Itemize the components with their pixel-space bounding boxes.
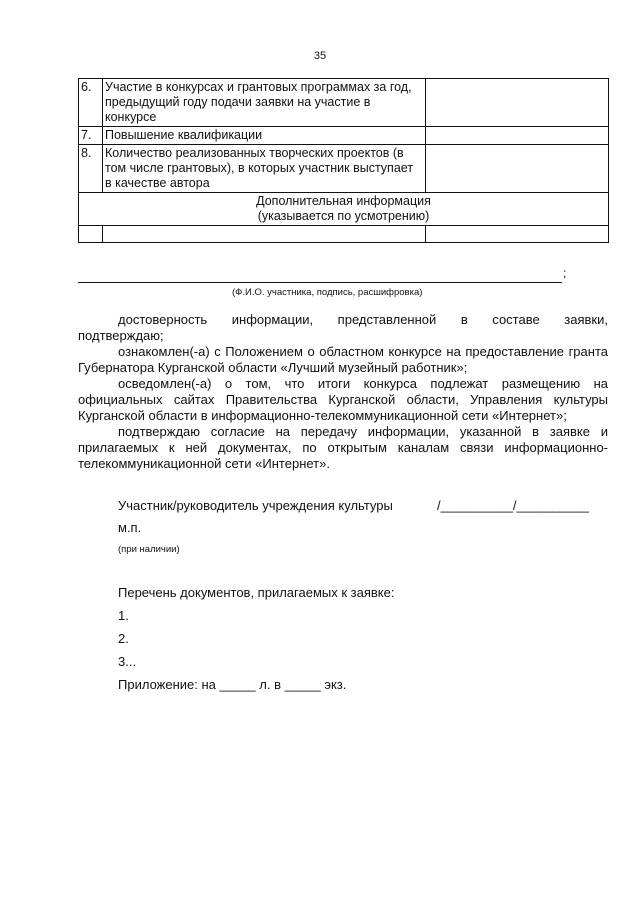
signature-caption: (Ф.И.О. участника, подпись, расшифровка) (232, 287, 423, 298)
additional-info-header-row (79, 193, 609, 226)
confirm-paragraph-consent: подтверждаю согласие на передачу информации, указанной в заявке и прилагаемых к ней документах, по открытым каналам связи информационно-телекоммуникационной сети «Интернет». (78, 424, 608, 471)
row-description-empty[interactable] (103, 226, 426, 243)
signature-line[interactable] (78, 282, 562, 283)
row-value-cell[interactable] (426, 79, 609, 127)
confirm-paragraph-informed: осведомлен(-а) о том, что итоги конкурса подлежат размещению на официальных сайтах Правительства Курганской области, Управления культуры Курганской области в информационно-телекоммуникационной сети «Интернет»; (78, 376, 608, 423)
table-row (79, 79, 609, 127)
list-item: 3... (118, 654, 137, 669)
appendix-line: Приложение: на _____ л. в _____ экз. (118, 677, 347, 692)
participant-signature-blanks[interactable]: /__________/__________ (437, 498, 589, 513)
row-number-empty[interactable] (79, 226, 103, 243)
signature-semicolon: ; (563, 266, 567, 280)
participant-label: Участник/руководитель учреждения культуры (118, 498, 393, 513)
row-value-empty[interactable] (426, 226, 609, 243)
confirm-line-cont: подтверждаю; (78, 328, 164, 343)
word: представленной (337, 312, 437, 327)
additional-info-header (79, 193, 609, 226)
table-row (79, 127, 609, 145)
page-number: 35 (313, 50, 327, 62)
row-description: Участие в конкурсах и грантовых программах за год, предыдущий году подачи заявки на участие в конкурсе (103, 79, 426, 127)
additional-info-subtitle: (указывается по усмотрению) (257, 209, 430, 223)
documents-list-title: Перечень документов, прилагаемых к заявке: (118, 585, 395, 600)
word: составе (492, 312, 540, 327)
row-description: Количество реализованных творческих проектов (в том числе грантовых), в которых участник выступает в качестве автора (103, 145, 426, 193)
word: информации, (231, 312, 314, 327)
stamp-note: (при наличии) (118, 544, 180, 555)
row-value-cell[interactable] (426, 145, 609, 193)
row-number: 8. (79, 145, 103, 193)
row-number: 6. (79, 79, 103, 127)
table-row (79, 145, 609, 193)
confirm-first-line (78, 312, 608, 328)
list-item: 2. (118, 631, 129, 646)
confirmation-text (78, 312, 608, 472)
list-item: 1. (118, 608, 129, 623)
additional-info-title: Дополнительная информация (256, 194, 431, 208)
table-row (79, 226, 609, 243)
word: заявки, (564, 312, 608, 327)
criteria-table (78, 78, 609, 243)
row-number: 7. (79, 127, 103, 145)
row-description: Повышение квалификации (103, 127, 426, 145)
confirm-paragraph-familiar: ознакомлен(-а) с Положением о областном конкурсе на предоставление гранта Губернатора Курганской области «Лучший музейный работник»; (78, 344, 608, 375)
word: в (460, 312, 468, 327)
word: достоверность (118, 312, 208, 327)
row-value-cell[interactable] (426, 127, 609, 145)
stamp-place-label: м.п. (118, 520, 142, 535)
